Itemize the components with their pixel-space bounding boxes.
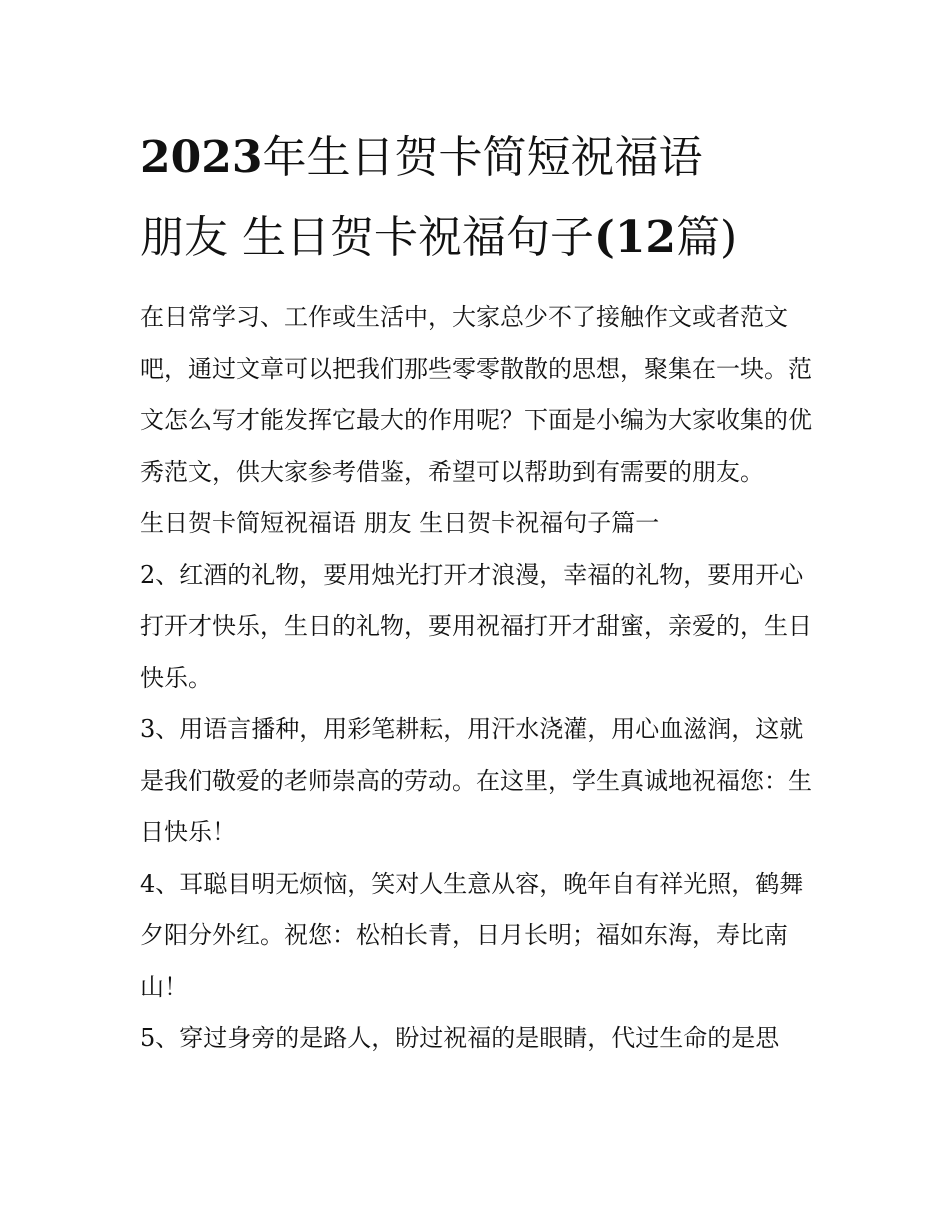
list-item: 2、红酒的礼物，要用烛光打开才浪漫，幸福的礼物，要用开心打开才快乐，生日的礼物，要用祝福打开才甜蜜，亲爱的，生日快乐。 xyxy=(140,560,812,692)
list-item: 3、用语言播种，用彩笔耕耘，用汗水浇灌，用心血滋润，这就是我们敬爱的老师崇高的劳动。在这里，学生真诚地祝福您：生日快乐！ xyxy=(140,715,812,846)
title-line-2 xyxy=(140,198,820,278)
document-title xyxy=(140,118,820,278)
document-body xyxy=(140,118,820,1065)
intro-paragraph: 在日常学习、工作或生活中，大家总少不了接触作文或者范文吧，通过文章可以把我们那些零零散散的思想，聚集在一块。范文怎么写才能发挥它最大的作用呢？下面是小编为大家收集的优秀范文，供大家参考借鉴，希望可以帮助到有需要的朋友。 xyxy=(140,303,812,486)
title-tail: 篇) xyxy=(676,212,738,263)
title-text-2: 朋友 生日贺卡祝福句子 xyxy=(140,212,594,263)
title-count: (12 xyxy=(594,212,677,263)
title-year: 2023 xyxy=(140,132,263,183)
title-text-1: 年生日贺卡简短祝福语 xyxy=(262,132,703,183)
title-line-1 xyxy=(140,118,820,198)
list-item: 4、耳聪目明无烦恼，笑对人生意从容，晚年自有祥光照，鹤舞夕阳分外红。祝您：松柏长青，日月长明；福如东海，寿比南山！ xyxy=(140,869,804,1001)
section-heading: 生日贺卡简短祝福语 朋友 生日贺卡祝福句子篇一 xyxy=(140,509,660,537)
list-item: 5、穿过身旁的是路人，盼过祝福的是眼睛，代过生命的是思 xyxy=(140,1024,780,1052)
